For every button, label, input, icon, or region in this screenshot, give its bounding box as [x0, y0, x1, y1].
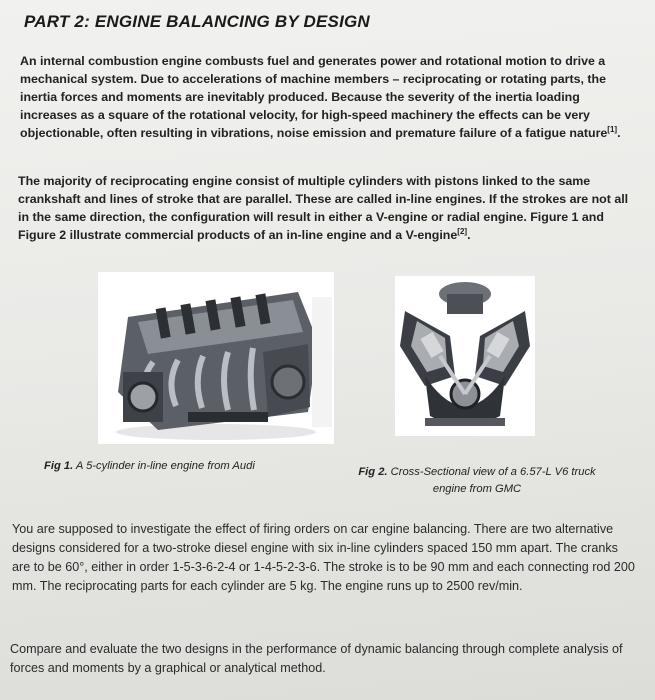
paragraph-engine-types [18, 172, 635, 244]
section-title: PART 2: ENGINE BALANCING BY DESIGN [24, 12, 370, 31]
paragraph-intro [20, 52, 635, 142]
figure-1-caption-text: A 5-cylinder in-line engine from Audi [75, 460, 255, 472]
figure-2-image [395, 276, 535, 436]
paragraph-problem-statement: You are supposed to investigate the effect of firing orders on car engine balancing. There are two alternative designs considered for a two-stroke diesel engine with six in-line cylinders spaced 150 mm apart. The cranks are to be 60°, either in order 1-5-3-6-2-4 or 1-4-5-2-3-6. The stroke is to be 90 mm and each connecting rod 200 mm. The reciprocating parts for each cylinder are 5 kg. The engine runs up to 2500 rev/min. [12, 522, 635, 593]
reference-2: [2] [457, 226, 468, 236]
figure-2-caption-line1: Cross-Sectional view of a 6.57-L V6 truck [390, 466, 596, 478]
figure-1-image [98, 272, 334, 444]
paragraph-task: Compare and evaluate the two designs in the performance of dynamic balancing through complete analysis of forces and moments by a graphical or analytical method. [10, 642, 623, 675]
paragraph-intro-text: An internal combustion engine combusts fuel and generates power and rotational motion to drive a mechanical system. Due to accelerations of machine members – reciprocating or rotating parts, the inertia forces and moments are inevitably produced. Because the severity of the inertia loading increases as a square of the rotational velocity, for high-speed machinery the effects can be very objectionable, often resulting in vibrations, noise emission and premature failure of a fatigue nature [20, 54, 608, 140]
figure-2-caption-line2: engine from GMC [432, 483, 522, 495]
v6-engine-cross-section-icon [395, 276, 535, 436]
reference-1: [1] [607, 124, 618, 134]
inline-engine-photo-icon [98, 272, 334, 444]
figure-2-caption [348, 464, 606, 498]
paragraph-engine-types-text: The majority of reciprocating engine consist of multiple cylinders with pistons linked to the same crankshaft and lines of stroke that are parallel. These are called in-line engines. If the strokes are not all in the same direction, the configuration will result in either a V-engine or radial engine. Figure 1 and Figure 2 illustrate commercial products of an in-line engine and a V-engine [18, 174, 629, 242]
figure-1-label: Fig 1. [44, 460, 74, 472]
paragraph-engine-types-end: . [467, 228, 471, 242]
paragraph-intro-end: . [617, 126, 621, 140]
figure-1-caption [44, 460, 314, 472]
figure-2-label: Fig 2. [358, 466, 388, 478]
